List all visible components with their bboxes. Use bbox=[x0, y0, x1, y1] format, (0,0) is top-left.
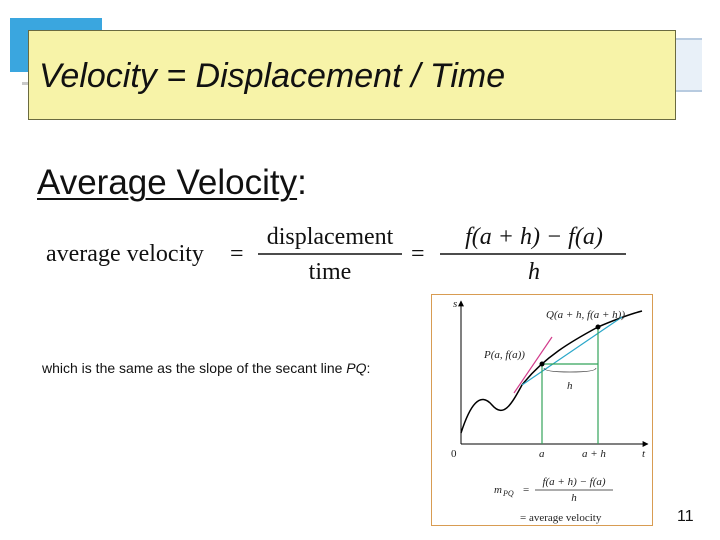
secant-caption-text: which is the same as the slope of the secant line bbox=[42, 360, 347, 376]
formula-equals-2: = bbox=[411, 241, 425, 267]
label-p: P(a, f(a)) bbox=[484, 349, 525, 361]
slope-denominator: h bbox=[571, 492, 577, 504]
formula-equals-1: = bbox=[230, 241, 244, 267]
section-heading bbox=[37, 163, 307, 203]
tick-a-plus-h: a + h bbox=[582, 448, 606, 460]
formula-h: h bbox=[528, 259, 540, 285]
tick-a: a bbox=[539, 448, 545, 460]
heading-underlined-text: Average Velocity bbox=[37, 163, 298, 202]
secant-caption-pq: PQ bbox=[346, 360, 367, 376]
origin-label: 0 bbox=[451, 448, 457, 460]
axis-t-label: t bbox=[642, 448, 646, 460]
formula-time: time bbox=[308, 259, 352, 285]
slope-numerator: f(a + h) − f(a) bbox=[542, 476, 606, 488]
formula-displacement: displacement bbox=[266, 224, 394, 250]
secant-graph bbox=[432, 295, 652, 525]
formula-lhs: average velocity bbox=[46, 241, 204, 267]
point-p bbox=[540, 362, 545, 367]
slope-m: m bbox=[494, 484, 502, 496]
slide-title: Velocity = Displacement / Time bbox=[39, 57, 506, 95]
secant-figure bbox=[431, 294, 653, 526]
average-velocity-label: = average velocity bbox=[520, 512, 602, 524]
h-brace bbox=[544, 368, 596, 372]
slope-equals: = bbox=[523, 484, 530, 496]
secant-caption bbox=[42, 360, 370, 376]
heading-colon: : bbox=[297, 163, 307, 202]
page-number: 11 bbox=[677, 508, 694, 525]
title-box bbox=[28, 30, 676, 120]
formula-difference: f(a + h) − f(a) bbox=[465, 224, 603, 250]
tangent-line bbox=[514, 337, 552, 393]
label-q: Q(a + h, f(a + h)) bbox=[546, 309, 625, 321]
label-h: h bbox=[567, 380, 573, 392]
position-curve bbox=[461, 311, 642, 433]
axis-s-label: s bbox=[453, 298, 458, 310]
point-q bbox=[596, 325, 601, 330]
secant-line bbox=[522, 317, 622, 385]
average-velocity-formula bbox=[0, 215, 720, 295]
slope-subscript: PQ bbox=[503, 489, 514, 498]
secant-caption-colon: : bbox=[366, 360, 371, 376]
